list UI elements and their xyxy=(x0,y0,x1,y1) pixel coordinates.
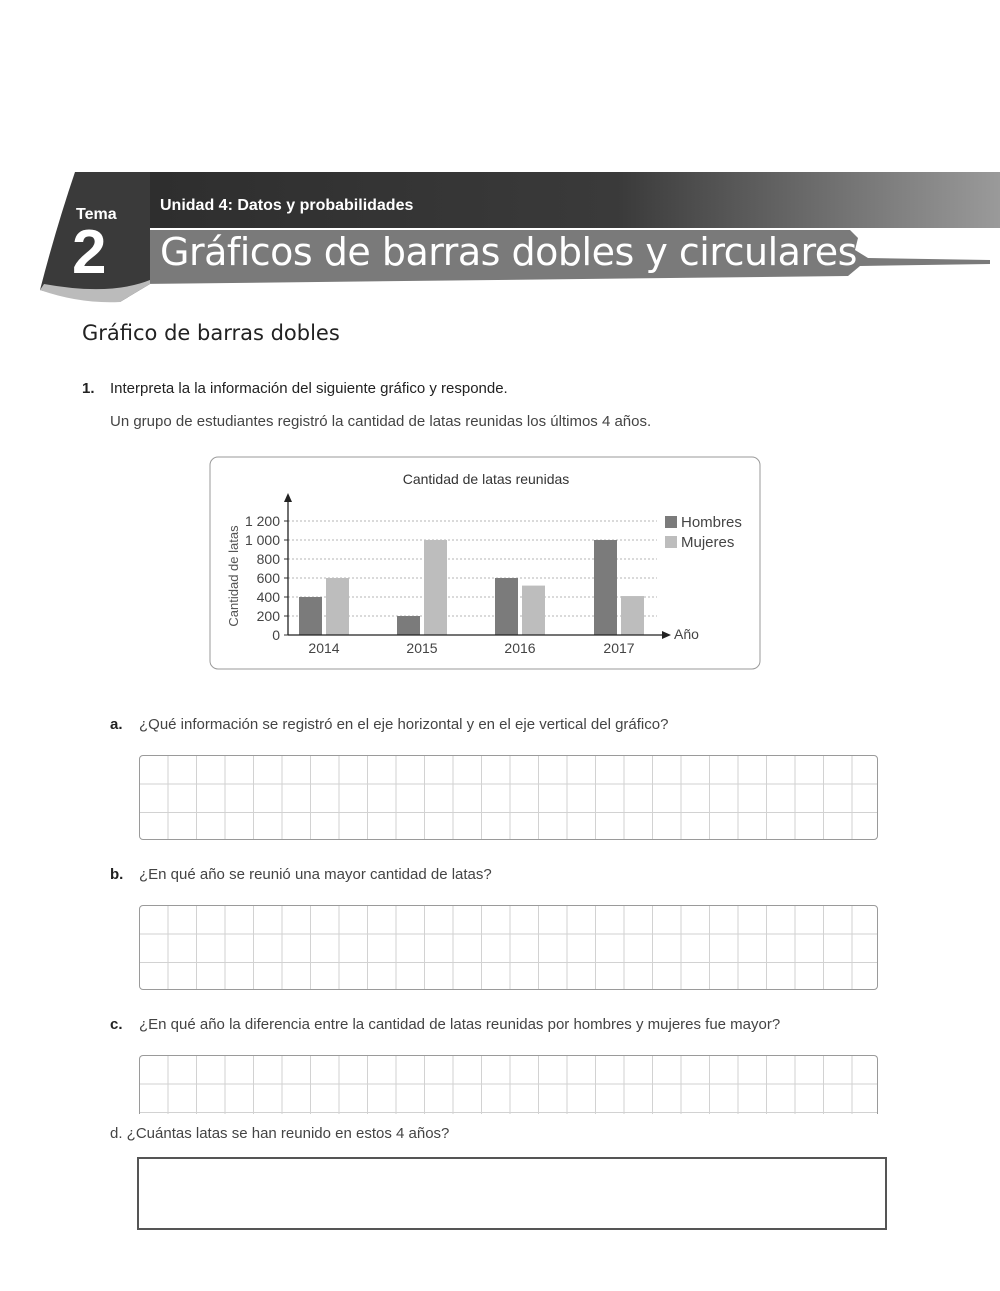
y-tick-label: 200 xyxy=(256,608,280,624)
subquestion-letter-b: b. xyxy=(110,866,124,883)
question-number: 1. xyxy=(82,380,95,397)
bar-hombres-2015 xyxy=(397,616,420,635)
answer-grid-b[interactable] xyxy=(139,905,878,990)
y-axis-label: Cantidad de latas xyxy=(226,525,241,627)
bar-chart xyxy=(205,452,765,674)
legend-swatch-hombres xyxy=(665,516,677,528)
legend-label-mujeres: Mujeres xyxy=(681,534,735,551)
subquestion-text-a: ¿Qué información se registró en el eje horizontal y en el eje vertical del gráfico? xyxy=(139,716,669,733)
x-axis-label: Año xyxy=(674,626,699,642)
subquestion-text-c: ¿En qué año la diferencia entre la cantidad de latas reunidas por hombres y mujeres fue mayor? xyxy=(139,1016,781,1033)
bar-mujeres-2017 xyxy=(621,596,644,635)
y-tick-label: 800 xyxy=(256,551,280,567)
legend-swatch-mujeres xyxy=(665,536,677,548)
unit-label: Unidad 4: Datos y probabilidades xyxy=(160,197,414,214)
question-intro: Un grupo de estudiantes registró la cantidad de latas reunidas los últimos 4 años. xyxy=(110,413,652,430)
bar-mujeres-2015 xyxy=(424,540,447,635)
chart-title: Cantidad de latas reunidas xyxy=(402,471,570,487)
tema-label: Tema xyxy=(76,206,117,223)
answer-grid-c[interactable] xyxy=(139,1055,878,1114)
answer-grid-a[interactable] xyxy=(139,755,878,840)
legend-label-hombres: Hombres xyxy=(681,514,742,531)
y-tick-label: 0 xyxy=(272,627,280,643)
tema-number: 2 xyxy=(72,218,107,287)
bar-mujeres-2014 xyxy=(326,578,349,635)
question-text: Interpreta la la información del siguiente gráfico y responde. xyxy=(110,380,508,397)
subquestion-text-b: ¿En qué año se reunió una mayor cantidad de latas? xyxy=(139,866,492,883)
bar-hombres-2014 xyxy=(299,597,322,635)
y-tick-label: 1 000 xyxy=(244,532,280,548)
y-tick-label: 400 xyxy=(256,589,280,605)
x-tick-label: 2015 xyxy=(406,640,438,656)
answer-input-d[interactable] xyxy=(137,1157,887,1230)
bar-hombres-2016 xyxy=(495,578,518,635)
y-tick-label: 1 200 xyxy=(244,513,280,529)
subquestion-letter-a: a. xyxy=(110,716,123,733)
bar-mujeres-2016 xyxy=(522,586,545,635)
bar-hombres-2017 xyxy=(594,540,617,635)
x-tick-label: 2016 xyxy=(504,640,536,656)
section-title: Gráfico de barras dobles xyxy=(82,321,340,345)
x-tick-label: 2014 xyxy=(308,640,340,656)
page-title: Gráficos de barras dobles y circulares xyxy=(160,230,857,274)
subquestion-letter-c: c. xyxy=(110,1016,123,1033)
y-tick-label: 600 xyxy=(256,570,280,586)
x-tick-label: 2017 xyxy=(603,640,635,656)
question-d-text: d. ¿Cuántas latas se han reunido en estos 4 años? xyxy=(110,1125,450,1142)
